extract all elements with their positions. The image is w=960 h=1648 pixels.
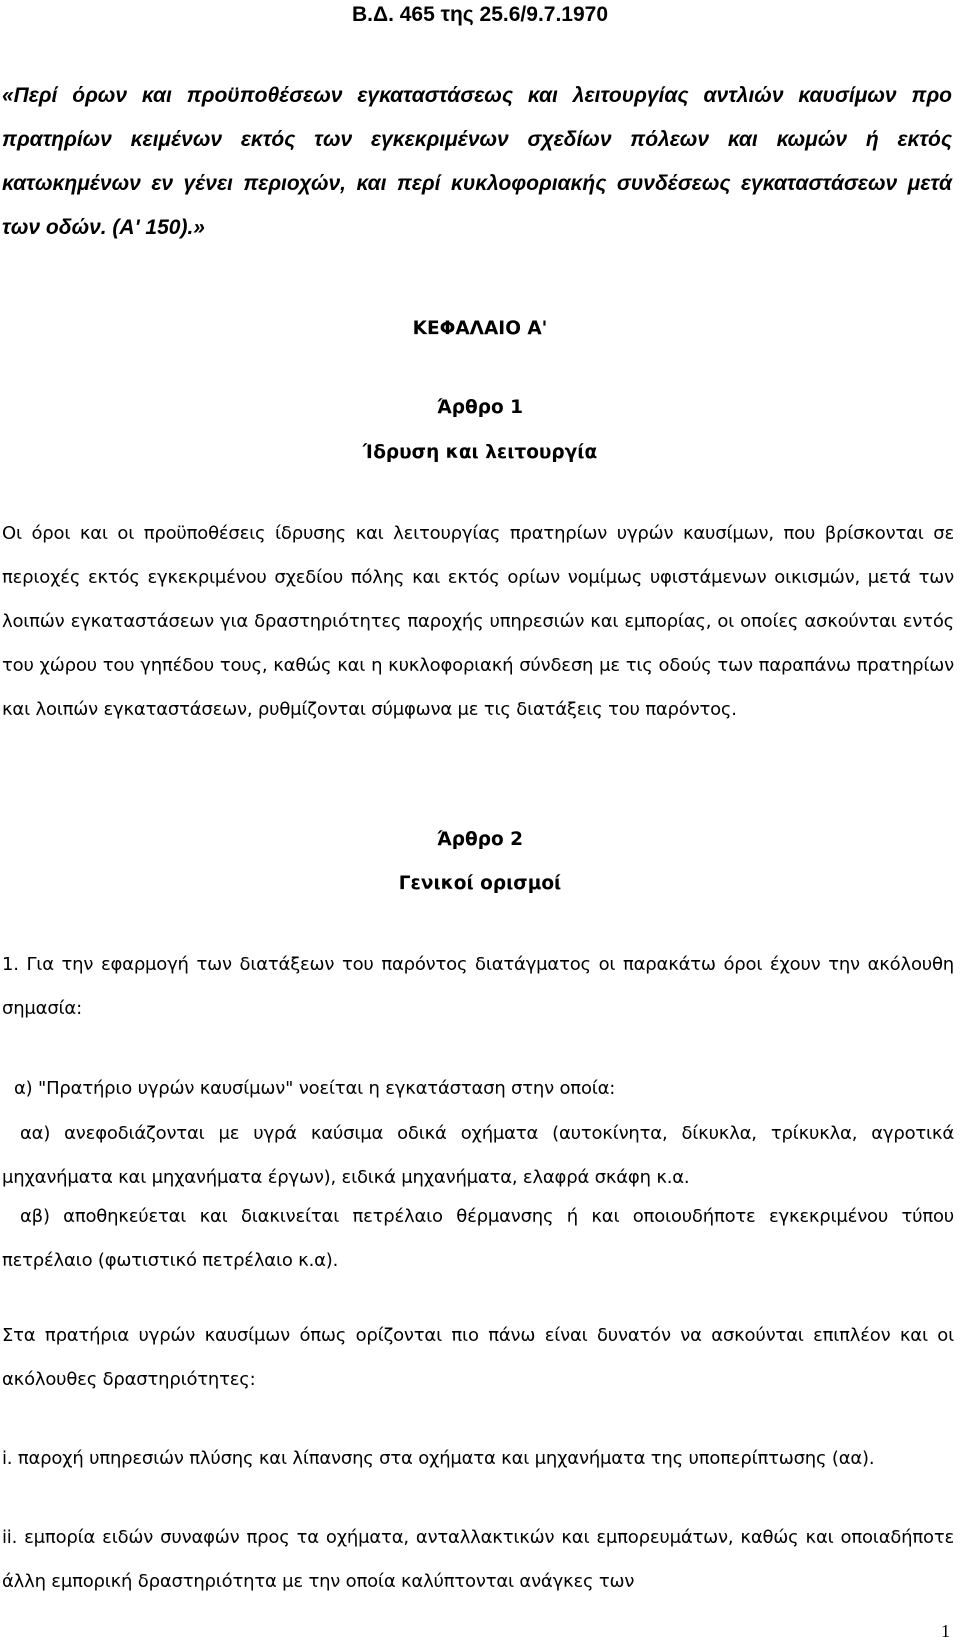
definition-item-ab: αβ) αποθηκεύεται και διακινείται πετρέλαιο θέρμανσης ή και οποιουδήποτε εγκεκριμένου τύπου πετρέλαιο (φωτιστικό πετρέλαιο κ.α). [2,1206,954,1271]
article-1-number: Άρθρο 1 [437,397,523,418]
decree-header: Β.Δ. 465 της 25.6/9.7.1970 [351,3,609,26]
article-2-number: Άρθρο 2 [437,829,523,850]
activities-intro: Στα πρατήρια υγρών καυσίμων όπως ορίζονται πιο πάνω είναι δυνατόν να ασκούνται επιπλέον και οι ακόλουθες δραστηριότητες: [2,1325,954,1390]
chapter-heading: ΚΕΦΑΛΑΙΟ Α' [412,318,548,339]
decree-title: «Περί όρων και προϋποθέσεων εγκαταστάσεως και λειτουργίας αντλιών καυσίμων προ πρατηρίων κειμένων εκτός των εγκεκριμένων σχεδίων πόλεων και κωμών ή εκτός κατωκημένων εν γένει περιοχών, και περί κυκλοφοριακής συνδέσεως εγκαταστάσεων μετά των οδών. (Α' 150).» [2,84,952,239]
page-number: 1 [941,1621,950,1641]
activity-item-ii: ii. εμπορία ειδών συναφών προς τα οχήματα, ανταλλακτικών και εμπορευμάτων, καθώς και οποιαδήποτε άλλη εμπορική δραστηριότητα με την οποία καλύπτονται ανάγκες των [2,1527,954,1592]
article-1-text: Οι όροι και οι προϋποθέσεις ίδρυσης και λειτουργίας πρατηρίων υγρών καυσίμων, που βρίσκονται σε περιοχές εκτός εγκεκριμένου σχεδίου πόλης και εκτός ορίων νομίμως υφιστάμενων οικισμών, μετά των λοιπών εγκαταστάσεων για δραστηριότητες παροχής υπηρεσιών και εμπορίας, οι οποίες ασκούνται εντός του χώρου του γηπέδου τους, καθώς και η κυκλοφοριακή σύνδεση με τις οδούς των παραπάνω πρατηρίων και λοιπών εγκαταστάσεων, ρυθμίζονται σύμφωνα με τις διατάξεις του παρόντος. [2,523,954,720]
definition-item-a: α) "Πρατήριο υγρών καυσίμων" νοείται η εγκατάσταση στην οποία: [14,1078,616,1099]
article-2-intro: 1. Για την εφαρμογή των διατάξεων του παρόντος διατάγματος οι παρακάτω όροι έχουν την ακόλουθη σημασία: [2,954,954,1019]
article-1-heading: Ίδρυση και λειτουργία [362,442,598,463]
definition-item-aa: αα) ανεφοδιάζονται με υγρά καύσιμα οδικά οχήματα (αυτοκίνητα, δίκυκλα, τρίκυκλα, αγροτικά μηχανήματα και μηχανήματα έργων), ειδικά μηχανήματα, ελαφρά σκάφη κ.α. [2,1123,954,1188]
article-2-heading: Γενικοί ορισμοί [398,873,562,894]
activity-item-i: i. παροχή υπηρεσιών πλύσης και λίπανσης στα οχήματα και μηχανήματα της υποπερίπτωσης (αα). [2,1448,875,1469]
